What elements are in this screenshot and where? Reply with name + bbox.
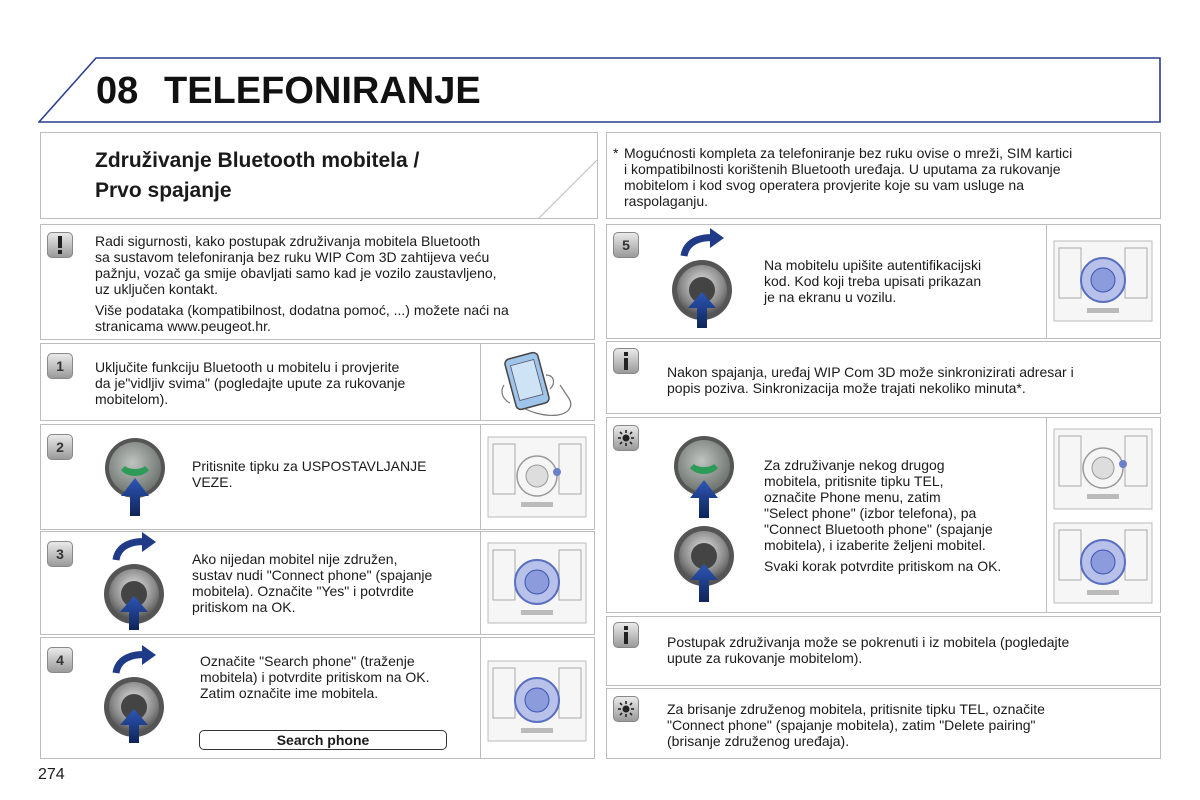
tip-1-line-4: "Select phone" (izbor telefona), pa xyxy=(764,505,977,521)
info-icon xyxy=(613,348,639,374)
radio-panel-ok-icon xyxy=(487,542,587,624)
call-button-icon-tip xyxy=(672,436,736,520)
step-5-divider xyxy=(1046,224,1047,339)
page-number: 274 xyxy=(38,766,65,783)
ok-dial-icon xyxy=(102,530,166,630)
section-title-line2: Prvo spajanje xyxy=(95,179,232,202)
step-1-divider xyxy=(480,343,481,421)
step-5-line-2: kod. Kod koji treba upisati prikazan xyxy=(764,273,982,289)
tip-1-line-2: mobitela, pritisnite tipku TEL, xyxy=(764,473,944,489)
radio-panel-ok-icon-step5 xyxy=(1053,240,1153,322)
step-3-line-1: Ako nijedan mobitel nije združen, xyxy=(192,551,398,567)
step-4-line-3: Zatim označite ime mobitela. xyxy=(200,685,379,701)
step-2-badge: 2 xyxy=(47,434,73,460)
phone-in-hand-icon xyxy=(496,345,576,419)
warning-more-line-2: stranicama www.peugeot.hr. xyxy=(95,318,271,334)
step-3-line-2: sustav nudi "Connect phone" (spajanje xyxy=(192,567,433,583)
step-3-divider xyxy=(480,531,481,635)
step-3-line-3: mobitela). Označite "Yes" i potvrdite xyxy=(192,583,414,599)
footnote-line-2: i kompatibilnosti korištenih Bluetooth uređaja. U uputama za rukovanje xyxy=(624,161,1061,177)
step-2-line-1: Pritisnite tipku za USPOSTAVLJANJE xyxy=(192,458,427,474)
step-1-badge: 1 xyxy=(47,353,73,379)
section-title-box xyxy=(40,132,598,219)
tip-2-line-2: "Connect phone" (spajanje mobitela), zatim "Delete pairing" xyxy=(667,717,1036,733)
tip-1-line-5: "Connect Bluetooth phone" (spajanje xyxy=(764,521,993,537)
footnote-line-3: mobitelom i kod svog operatera provjerite koje su vam usluge na xyxy=(624,177,1024,193)
tip-2-line-3: (brisanje združenog uređaja). xyxy=(667,733,850,749)
tip-1-line-6: mobitela), i izaberite željeni mobitel. xyxy=(764,537,986,553)
info-1-line-1: Nakon spajanja, uređaj WIP Com 3D može sinkronizirati adresar i xyxy=(667,364,1074,380)
step-4-divider xyxy=(480,637,481,759)
section-title-line1: Združivanje Bluetooth mobitela / xyxy=(95,149,420,172)
step-1-line-3: mobitelom). xyxy=(95,391,169,407)
tip-1-divider xyxy=(1046,417,1047,613)
warning-line-1: Radi sigurnosti, kako postupak združivanja mobitela Bluetooth xyxy=(95,233,481,249)
radio-panel-ok-icon-step4 xyxy=(487,660,587,742)
chapter-title: TELEFONIRANJE xyxy=(164,70,481,112)
ok-dial-icon-tip xyxy=(672,524,736,604)
warning-line-3: pažnju, vozač ga smije obavljati samo kad je vozilo zaustavljeno, xyxy=(95,265,497,281)
tip-1-extra: Svaki korak potvrdite pritiskom na OK. xyxy=(764,558,1002,574)
tip-1-line-3: označite Phone menu, zatim xyxy=(764,489,941,505)
ok-dial-icon-step4 xyxy=(102,643,166,743)
step-5-line-3: je na ekranu u vozilu. xyxy=(764,289,897,305)
radio-panel-icon-tip xyxy=(1053,428,1153,510)
step-2-line-2: VEZE. xyxy=(192,474,233,490)
search-phone-button[interactable]: Search phone xyxy=(199,730,447,750)
step-4-line-2: mobitela) i potvrdite pritiskom na OK. xyxy=(200,669,430,685)
sun-tip-icon-2 xyxy=(613,696,639,722)
step-5-line-1: Na mobitelu upišite autentifikacijski xyxy=(764,257,982,273)
tip-1-line-1: Za združivanje nekog drugog xyxy=(764,457,945,473)
section-title-corner xyxy=(538,160,598,219)
call-button-icon xyxy=(103,434,167,518)
step-4-line-1: Označite "Search phone" (traženje xyxy=(200,653,415,669)
info-1-line-2: popis poziva. Sinkronizacija može trajati nekoliko minuta*. xyxy=(667,380,1026,396)
tip-2-line-1: Za brisanje združenog mobitela, pritisnite tipku TEL, označite xyxy=(667,701,1045,717)
info-2-line-1: Postupak združivanja može se pokrenuti i iz mobitela (pogledajte xyxy=(667,634,1070,650)
step-4-badge: 4 xyxy=(47,647,73,673)
warning-line-4: uz uključen kontakt. xyxy=(95,281,218,297)
step-3-line-4: pritiskom na OK. xyxy=(192,599,296,615)
footnote-line-1: Mogućnosti kompleta za telefoniranje bez ruku ovise o mreži, SIM kartici xyxy=(624,145,1073,161)
step-3-badge: 3 xyxy=(47,541,73,567)
info-2-line-2: upute za rukovanje mobitelom). xyxy=(667,650,863,666)
footnote-marker: * xyxy=(613,145,619,161)
footnote-line-4: raspolaganju. xyxy=(624,193,709,209)
exclamation-icon xyxy=(47,232,73,258)
warning-line-2: sa sustavom telefoniranja bez ruku WIP Com 3D zahtijeva veću xyxy=(95,249,490,265)
step-5-badge: 5 xyxy=(613,232,639,258)
ok-dial-icon-step5 xyxy=(670,226,734,330)
radio-panel-ok-icon-tip xyxy=(1053,522,1153,604)
chapter-number: 08 xyxy=(96,70,139,112)
step-1-line-2: da je"vidljiv svima" (pogledajte upute za rukovanje xyxy=(95,375,406,391)
warning-more-line-1: Više podataka (kompatibilnost, dodatna pomoć, ...) možete naći na xyxy=(95,302,509,318)
radio-panel-icon xyxy=(487,436,587,518)
step-2-divider xyxy=(480,424,481,530)
sun-tip-icon xyxy=(613,425,639,451)
info-icon-2 xyxy=(613,622,639,648)
step-1-line-1: Uključite funkciju Bluetooth u mobitelu i provjerite xyxy=(95,359,400,375)
